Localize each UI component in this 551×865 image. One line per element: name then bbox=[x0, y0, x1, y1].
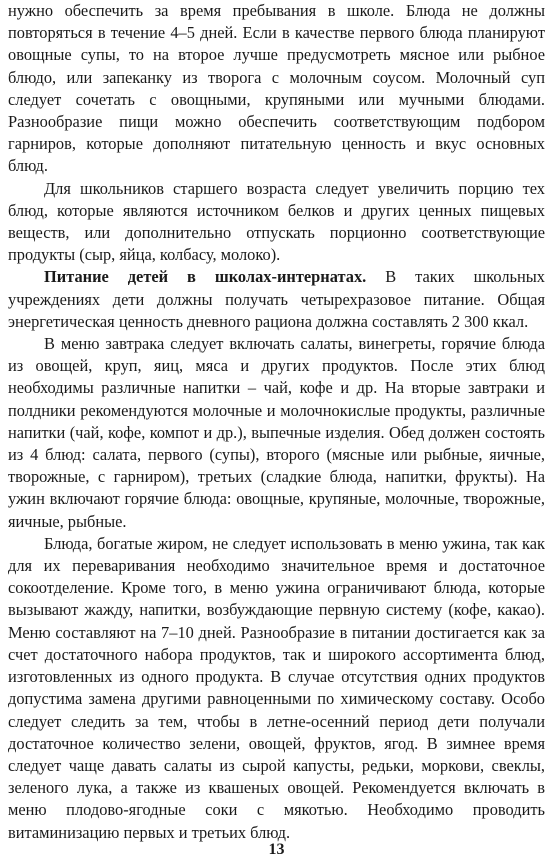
paragraph-3-text: В таких школьных учреждениях дети должны получать четырехразовое питание. Общая энергетическая ценность дневного рациона должна составлять 2 300 ккал. bbox=[8, 267, 545, 331]
section-heading-boarding-schools: Питание детей в школах-интернатах. bbox=[44, 267, 367, 287]
paragraph-4 bbox=[8, 333, 545, 533]
paragraph-2 bbox=[8, 178, 545, 267]
paragraph-1-text: нужно обеспечить за время пребывания в школе. Блюда не должны повторяться в течение 4–5 дней. Если в качестве первого блюда планируют овощные супы, то на второе лучше предусмотреть мясное или рыбное блюдо, или запеканку из творога с молочным соусом. Молочный суп следует сочетать с овощными, крупяными или мучными блюдами. Разнообразие пищи можно обеспечить соответствующим подбором гарниров, которые дополняют питательную ценность и вкус основных блюд. bbox=[8, 1, 545, 176]
paragraph-3 bbox=[8, 266, 545, 333]
body-text bbox=[8, 0, 545, 844]
page-number: 13 bbox=[268, 841, 285, 858]
document-page bbox=[8, 0, 545, 865]
paragraph-5-text: Блюда, богатые жиром, не следует использовать в меню ужина, так как для их переваривания необходимо значительное время и достаточное сокоотделение. Кроме того, в меню ужина ограничивают блюда, которые вызывают жажду, напитки, возбуждающие первную систему (кофе, какао). Меню составляют на 7–10 дней. Разнообразие в питании достигается как за счет достаточного набора продуктов, так и широкого ассортимента блюд, изготовленных из одного продукта. В случае отсутствия одних продуктов допустима замена другими равноценными по химическому составу. Особо следует следить за тем, чтобы в летне-осенний период дети получали достаточное количество зелени, овощей, фруктов, ягод. В зимнее время следует чаще давать салаты из сырой капусты, редьки, моркови, свеклы, зеленого лука, а также из квашеных овощей. Рекомендуется включать в меню плодово-ягодные соки с мякотью. Необходимо проводить витаминизацию первых и третьих блюд. bbox=[8, 533, 545, 842]
paragraph-2-text: Для школьников старшего возраста следует увеличить порцию тех блюд, которые являются источником белков и других ценных пищевых веществ, или дополнительно отпускать порционно соответствующие продукты (сыр, яйца, колбасу, молоко). bbox=[8, 178, 545, 265]
paragraph-4-text: В меню завтрака следует включать салаты, винегреты, горячие блюда из овощей, круп, яиц, мяса и других продуктов. После этих блюд необходимы различные напитки – чай, кофе и др. На вторые завтраки и полдники рекомендуются молочные и молочнокислые продукты, различные напитки (чай, кофе, компот и др.), выпечные изделия. Обед должен состоять из 4 блюд: салата, первого (супы), второго (мясные или рыбные, яичные, творожные, с гарниром), третьих (сладкие блюда, напитки, фрукты). На ужин включают горячие блюда: овощные, крупяные, молочные, творожные, яичные, рыбные. bbox=[8, 334, 545, 531]
paragraph-5 bbox=[8, 533, 545, 844]
paragraph-1 bbox=[8, 0, 545, 178]
